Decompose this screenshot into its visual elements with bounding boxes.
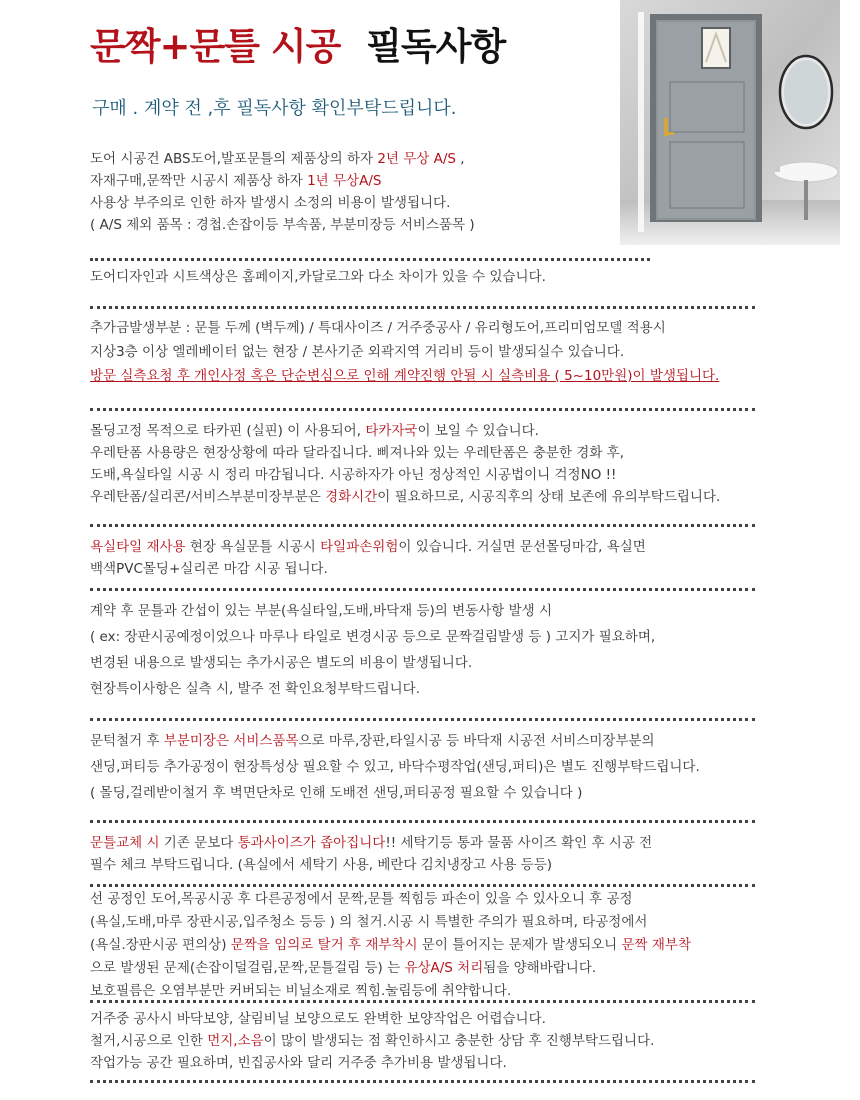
notice-text: 으로 마루,장판,타일시공 등 바닥재 시공전 서비스미장부분의 <box>298 733 655 749</box>
highlight-text: 경화시간 <box>325 489 378 505</box>
notice-text: 으로 발생된 문제(손잡이덜걸림,문짝,문틀걸림 등) 는 <box>90 960 405 976</box>
dotted-divider <box>90 524 755 527</box>
notice-text: 지상3층 이상 엘레베이터 없는 현장 / 본사기준 외곽지역 거리비 등이 발생되실수 있습니다. <box>90 344 625 360</box>
notice-text: ( ex: 장판시공예정이었으나 마루나 타일로 변경시공 등으로 문짝걸림발생 등 ) 고지가 필요하며, <box>90 629 656 645</box>
highlight-text: 방문 실측요청 후 개인사정 혹은 단순변심으로 인해 계약진행 안될 시 실측비용 ( 5~10만원)이 발생됩니다. <box>90 368 720 384</box>
notice-text: 이 있습니다. 거실면 문선몰딩마감, 욕실면 <box>398 539 646 555</box>
highlight-text: 먼지,소음 <box>207 1033 264 1049</box>
notice-text: 됨을 양해바랍니다. <box>483 960 597 976</box>
notice-line <box>90 854 652 876</box>
notice-text: !! 세탁기등 통과 물품 사이즈 확인 후 시공 전 <box>385 835 653 851</box>
notice-section <box>90 536 646 580</box>
notice-line <box>90 364 719 388</box>
highlight-text: 욕실타일 재사용 <box>90 539 186 555</box>
page-subtitle: 구매 . 계약 전 ,후 필독사항 확인부탁드립니다. <box>92 98 457 119</box>
notice-section <box>90 728 700 806</box>
dotted-divider <box>90 258 650 261</box>
notice-line <box>90 340 719 364</box>
notice-text: 보호필름은 오염부분만 커버되는 비닐소재로 찍힘.눌림등에 취약합니다. <box>90 983 512 999</box>
highlight-text: 유상A/S 처리 <box>404 960 484 976</box>
notice-line <box>90 420 720 442</box>
notice-line <box>90 536 646 558</box>
notice-text: 거주중 공사시 바닥보양, 살림비닐 보양으로도 완벽한 보양작업은 어렵습니다. <box>90 1011 546 1027</box>
door-photo <box>620 0 840 245</box>
page-title <box>90 16 505 70</box>
notice-text: 현장특이사항은 실측 시, 발주 전 확인요청부탁드립니다. <box>90 681 420 697</box>
notice-line <box>90 266 546 288</box>
notice-text: 도어 시공건 ABS도어,발포문틀의 제품상의 하자 <box>90 151 378 167</box>
notice-text: 추가금발생부분 : 문틀 두께 (벽두께) / 특대사이즈 / 거주중공사 / 유리형도어,프리미엄모델 적용시 <box>90 320 666 336</box>
notice-line <box>90 598 655 624</box>
highlight-text: 타카자국 <box>365 423 418 439</box>
notice-line <box>90 1030 654 1052</box>
notice-line <box>90 888 691 911</box>
notice-line <box>90 1052 654 1074</box>
notice-text: 샌딩,퍼티등 추가공정이 현장특성상 필요할 수 있고, 바닥수평작업(샌딩,퍼티)은 별도 진행부탁드립니다. <box>90 759 700 775</box>
highlight-text: 문틀교체 시 <box>90 835 160 851</box>
notice-line <box>90 650 655 676</box>
dotted-divider <box>90 718 755 721</box>
notice-line <box>90 148 475 170</box>
notice-line <box>90 934 691 957</box>
notice-text: 백색PVC몰딩+실리콘 마감 시공 됩니다. <box>90 561 328 577</box>
notice-text: 우레탄폼/실리콘/서비스부분미장부분은 <box>90 489 326 505</box>
notice-text: 변경된 내용으로 발생되는 추가시공은 별도의 비용이 발생됩니다. <box>90 655 473 671</box>
notice-text: 이 필요하므로, 시공직후의 상태 보존에 유의부탁드립니다. <box>377 489 721 505</box>
dotted-divider <box>90 408 755 411</box>
notice-text: 문턱철거 후 <box>90 733 164 749</box>
notice-text: 필수 체크 부탁드립니다. (욕실에서 세탁기 사용, 베란다 김치냉장고 사용 등등) <box>90 857 553 873</box>
dotted-divider <box>90 1080 755 1083</box>
dotted-divider <box>90 306 755 309</box>
notice-text: 문이 틀어지는 문제가 발생되오니 <box>417 937 622 953</box>
title-red: 문짝+문틀 시공 <box>90 25 341 68</box>
notice-section <box>90 1008 654 1074</box>
notice-line <box>90 214 475 236</box>
highlight-text: 타일파손위험 <box>320 539 399 555</box>
notice-line <box>90 780 700 806</box>
notice-text: 이 많이 발생되는 점 확인하시고 충분한 상담 후 진행부탁드립니다. <box>263 1033 655 1049</box>
notice-text: 이 보일 수 있습니다. <box>417 423 539 439</box>
notice-text: 기존 문보다 <box>159 835 238 851</box>
notice-section <box>90 148 475 236</box>
notice-text: 현장 욕실문틀 시공시 <box>185 539 321 555</box>
notice-text: 작업가능 공간 필요하며, 빈집공사와 달리 거주중 추가비용 발생됩니다. <box>90 1055 507 1071</box>
notice-text: 사용상 부주의로 인한 하자 발생시 소정의 비용이 발생됩니다. <box>90 195 451 211</box>
notice-line <box>90 316 719 340</box>
notice-line <box>90 911 691 934</box>
notice-line <box>90 170 475 192</box>
notice-text: 몰딩고정 목적으로 타카핀 (실핀) 이 사용되어, <box>90 423 366 439</box>
notice-line <box>90 957 691 980</box>
notice-text: 자재구매,문짝만 시공시 제품상 하자 <box>90 173 308 189</box>
notice-section <box>90 888 691 1003</box>
notice-section <box>90 316 719 388</box>
highlight-text: 2년 무상 A/S <box>377 151 456 167</box>
notice-line <box>90 464 720 486</box>
notice-line <box>90 1008 654 1030</box>
notice-text: , <box>455 151 465 167</box>
highlight-text: 문짝을 임의로 탈거 후 재부착시 <box>230 937 418 953</box>
notice-section <box>90 266 546 288</box>
notice-text: (욕실.장판시공 편의상) <box>90 937 231 953</box>
notice-text: 선 공정인 도어,목공시공 후 다른공정에서 문짝,문틀 찍힘등 파손이 있을 수 있사오니 후 공정 <box>90 891 633 907</box>
dotted-divider <box>90 1000 755 1003</box>
highlight-text: 부분미장은 서비스품목 <box>163 733 299 749</box>
notice-section <box>90 420 720 508</box>
notice-text: 도어디자인과 시트색상은 홈페이지,카달로그와 다소 차이가 있을 수 있습니다. <box>90 269 546 285</box>
notice-section <box>90 598 655 702</box>
dotted-divider <box>90 820 755 823</box>
notice-text: 도배,욕실타일 시공 시 정리 마감됩니다. 시공하자가 아닌 정상적인 시공법이니 걱정NO !! <box>90 467 617 483</box>
notice-line <box>90 486 720 508</box>
notice-text: 계약 후 문틀과 간섭이 있는 부분(욕실타일,도배,바닥재 등)의 변동사항 발생 시 <box>90 603 553 619</box>
notice-text: ( A/S 제외 품목 : 경첩.손잡이등 부속품, 부분미장등 서비스품목 ) <box>90 217 475 233</box>
notice-line <box>90 442 720 464</box>
notice-section <box>90 832 652 876</box>
dotted-divider <box>90 588 755 591</box>
notice-line <box>90 728 700 754</box>
notice-line <box>90 624 655 650</box>
notice-line <box>90 832 652 854</box>
dotted-divider <box>90 884 755 887</box>
notice-line <box>90 558 646 580</box>
notice-line <box>90 192 475 214</box>
notice-line <box>90 676 655 702</box>
notice-line <box>90 754 700 780</box>
notice-text: 우레탄폼 사용량은 현장상황에 따라 달라집니다. 삐져나와 있는 우레탄폼은 충분한 경화 후, <box>90 445 625 461</box>
highlight-text: 통과사이즈가 좁아집니다 <box>237 835 386 851</box>
title-black: 필독사항 <box>366 25 506 68</box>
highlight-text: 1년 무상A/S <box>307 173 382 189</box>
notice-text: (욕실,도배,마루 장판시공,입주청소 등등 ) 의 철거.시공 시 특별한 주의가 필요하며, 타공정에서 <box>90 914 648 930</box>
notice-text: 철거,시공으로 인한 <box>90 1033 208 1049</box>
notice-text: ( 몰딩,걸레받이철거 후 벽면단차로 인해 도배전 샌딩,퍼티공정 필요할 수 있습니다 ) <box>90 785 583 801</box>
highlight-text: 문짝 재부착 <box>621 937 692 953</box>
